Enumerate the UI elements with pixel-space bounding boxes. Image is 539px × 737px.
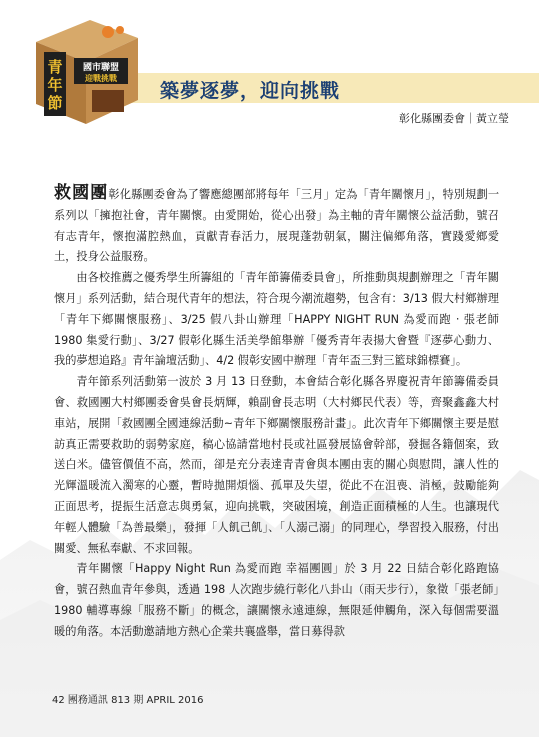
svg-text:青: 青 (47, 58, 63, 76)
byline: 彰化縣團委會｜黃立瑩 (399, 112, 509, 125)
lead-word: 救國團 (54, 183, 109, 203)
paragraph-1 (54, 183, 499, 268)
paragraph-3: 青年節系列活動第一波於 3 月 13 日登動，本會結合彰化縣各界慶祝青年節籌備委員會、救國團大村鄉團委會吳會長炳輝，賴副會長志明（大村鄉民代表）等，齊聚鑫鑫大村車站，展開「救國團全國連線活動~青年下鄉關懷服務計畫」。此次青年下鄉關懷主要是慰訪真正需要救助的弱勢家庭，稿心協請當地村長或社區發展協會幹部，發掘各籍個案，致送白米。儘管價值不高，然而，卻是充分表達青青會與本團由衷的關心與慰問，讓人性的光輝溫暖流入濁寒的心靈，暫時拋開煩惱、孤單及失望，從此不在沮喪、消極，鼓勵能夠正面思考，提振生活意志與勇氣，迎向挑戰，突破困境，創造正面積極的人生。也讓現代年輕人體驗「為善最樂」，發揮「人飢己飢」、「人溺己溺」的同理心，學習投入服務，付出關愛、無私奉獻、不求回報。 (54, 375, 499, 555)
svg-text:節: 節 (47, 94, 63, 112)
svg-text:年: 年 (47, 76, 63, 94)
article-title: 築夢逐夢，迎向挑戰 (160, 80, 341, 102)
youth-day-box-logo (30, 12, 142, 126)
svg-text:迎戰挑戰: 迎戰挑戰 (85, 74, 117, 83)
paragraph-4: 青年關懷「Happy Night Run 為愛而跑 幸福團圓」於 3 月 22 日結合彰化路跑協會，號召熱血青年參與，透過 198 人次跑步繞行彰化八卦山（雨天步行），象徵「張老師」1980 輔導專線「服務不斷」的概念，讓關懷永遠連線，無限延伸觸角，深入每個需要溫暖的角落。本活動邀請地方熱心企業共襄盛舉，當日募得款 (54, 562, 499, 638)
paragraph-2: 由各校推薦之優秀學生所籌組的「青年節籌備委員會」，所推動與規劃辦理之「青年關懷月」系列活動，結合現代青年的想法，符合現今潮流趨勢，包含有：3/13 假大村鄉辦理「青年下鄉關懷服務」、3/25 假八卦山辦理「HAPPY NIGHT RUN 為愛而跑 ‧ 張老師 1980 集愛行動」、3/27 假彰化縣生活美學館舉辦「優秀青年表揚大會暨『逐夢心動力、我的夢想追路』青年論壇活動」、4/2 假彰安國中辦理「青年盃三對三籃球錦標賽」。 (54, 271, 499, 368)
paragraph-1-text: 彰化縣團委會為了響應總團部將每年「三月」定為「青年關懷月」，特別規劃一系列以「擁抱社會，青年關懷。由愛開始，從心出發」為主軸的青年關懷公益活動，號召有志青年，懷抱滿腔熱血，貢獻青春活力，展現蓬勃朝氣，關注偏鄉角落，實踐愛鄉愛土，投身公益服務。 (54, 188, 500, 264)
svg-text:國市聯盟: 國市聯盟 (82, 63, 120, 73)
page-footer: 42 團務通訊 813 期 APRIL 2016 (52, 695, 204, 706)
article-body (54, 183, 499, 643)
